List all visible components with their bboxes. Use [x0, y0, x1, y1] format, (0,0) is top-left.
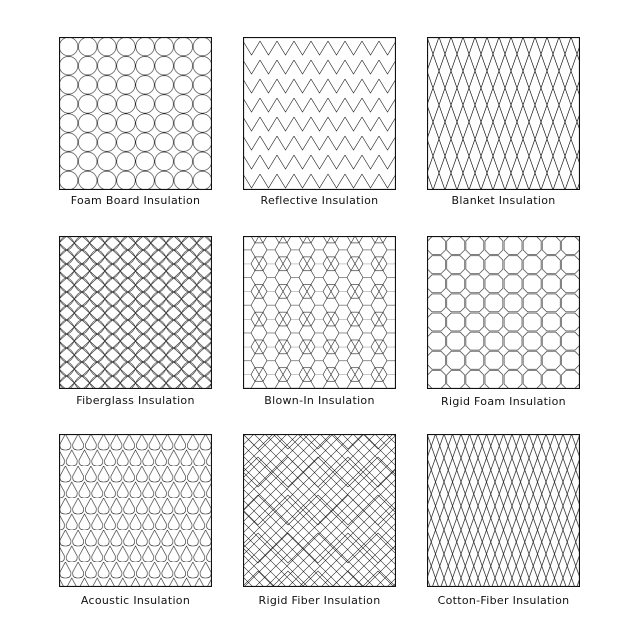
swatch-label-blown-in: Blown-In Insulation: [264, 394, 375, 407]
swatch-blanket: [427, 37, 580, 207]
swatch-blown-in: [243, 236, 396, 407]
blanket-pattern: [427, 37, 580, 190]
cotton-fiber-pattern: [427, 434, 580, 587]
swatch-label-blanket: Blanket Insulation: [451, 194, 556, 207]
rigid-foam-pattern: [427, 236, 580, 389]
reflective-pattern: [243, 37, 396, 190]
swatch-reflective: [243, 37, 396, 207]
swatch-fiberglass: [59, 236, 212, 407]
swatch-acoustic: [59, 434, 212, 607]
swatch-label-cotton-fiber: Cotton-Fiber Insulation: [437, 594, 570, 607]
swatch-cotton-fiber: [427, 434, 580, 607]
swatch-label-reflective: Reflective Insulation: [260, 194, 379, 207]
swatch-foam-board: [59, 37, 212, 207]
swatch-label-rigid-fiber: Rigid Fiber Insulation: [258, 594, 381, 607]
blown-in-pattern: [243, 236, 396, 389]
acoustic-pattern: [59, 434, 212, 587]
swatch-rigid-foam: [427, 236, 580, 408]
swatch-label-fiberglass: Fiberglass Insulation: [76, 394, 195, 407]
swatch-label-acoustic: Acoustic Insulation: [80, 594, 191, 607]
rigid-fiber-pattern: [243, 434, 396, 587]
foam-board-pattern: [59, 37, 212, 190]
swatch-rigid-fiber: [243, 434, 396, 607]
swatch-label-rigid-foam: Rigid Foam Insulation: [441, 395, 566, 408]
swatch-label-foam-board: Foam Board Insulation: [70, 194, 201, 207]
fiberglass-pattern: [59, 236, 212, 389]
